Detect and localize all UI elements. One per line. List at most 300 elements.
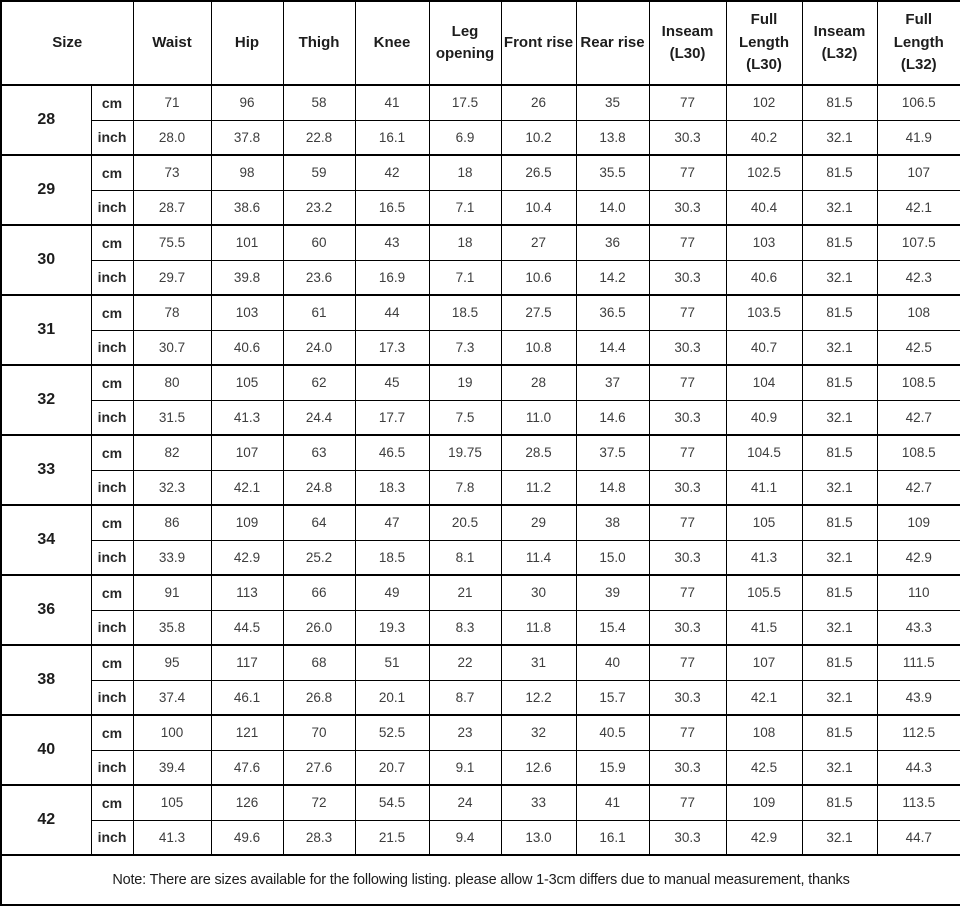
measurement-value: 33.9 (133, 540, 211, 575)
header-cell-inseam-l30: Inseam (L30) (649, 1, 726, 85)
measurement-value: 46.1 (211, 680, 283, 715)
measurement-value: 109 (211, 505, 283, 540)
measurement-value: 109 (877, 505, 960, 540)
measurement-value: 28.3 (283, 820, 355, 855)
measurement-value: 77 (649, 645, 726, 680)
measurement-value: 23 (429, 715, 501, 750)
unit-label-cm: cm (91, 155, 133, 190)
measurement-value: 17.7 (355, 400, 429, 435)
measurement-value: 11.4 (501, 540, 576, 575)
measurement-value: 32.1 (802, 820, 877, 855)
measurement-value: 19 (429, 365, 501, 400)
measurement-value: 24.0 (283, 330, 355, 365)
measurement-value: 13.0 (501, 820, 576, 855)
measurement-value: 17.5 (429, 85, 501, 120)
header-cell-inseam-l32: Inseam (L32) (802, 1, 877, 85)
measurement-value: 30.7 (133, 330, 211, 365)
measurement-value: 14.2 (576, 260, 649, 295)
unit-label-inch: inch (91, 820, 133, 855)
measurement-value: 26.5 (501, 155, 576, 190)
unit-label-inch: inch (91, 190, 133, 225)
size-row-inch (1, 470, 960, 505)
header-cell-full-length-l30: Full Length (L30) (726, 1, 802, 85)
measurement-value: 30.3 (649, 680, 726, 715)
measurement-value: 10.8 (501, 330, 576, 365)
header-cell-leg-opening: Leg opening (429, 1, 501, 85)
unit-label-cm: cm (91, 645, 133, 680)
measurement-value: 82 (133, 435, 211, 470)
size-label: 33 (1, 435, 91, 505)
measurement-value: 66 (283, 575, 355, 610)
size-row-cm (1, 645, 960, 680)
measurement-value: 27.6 (283, 750, 355, 785)
measurement-value: 96 (211, 85, 283, 120)
measurement-value: 28.7 (133, 190, 211, 225)
measurement-value: 117 (211, 645, 283, 680)
measurement-value: 35.8 (133, 610, 211, 645)
measurement-value: 7.1 (429, 260, 501, 295)
measurement-value: 29 (501, 505, 576, 540)
size-label: 36 (1, 575, 91, 645)
measurement-value: 60 (283, 225, 355, 260)
unit-label-inch: inch (91, 610, 133, 645)
measurement-value: 32.1 (802, 330, 877, 365)
measurement-value: 19.75 (429, 435, 501, 470)
measurement-value: 41 (355, 85, 429, 120)
measurement-value: 100 (133, 715, 211, 750)
measurement-value: 36 (576, 225, 649, 260)
header-cell-waist: Waist (133, 1, 211, 85)
size-row-cm (1, 505, 960, 540)
measurement-value: 39.4 (133, 750, 211, 785)
measurement-value: 81.5 (802, 295, 877, 330)
size-row-inch (1, 330, 960, 365)
size-row-cm (1, 295, 960, 330)
size-label: 31 (1, 295, 91, 365)
size-row-inch (1, 260, 960, 295)
measurement-value: 19.3 (355, 610, 429, 645)
measurement-value: 42.1 (877, 190, 960, 225)
header-cell-hip: Hip (211, 1, 283, 85)
measurement-value: 37.8 (211, 120, 283, 155)
measurement-value: 7.5 (429, 400, 501, 435)
header-cell-rear-rise: Rear rise (576, 1, 649, 85)
note-row (1, 855, 960, 905)
measurement-value: 108 (726, 715, 802, 750)
measurement-value: 111.5 (877, 645, 960, 680)
unit-label-inch: inch (91, 330, 133, 365)
measurement-value: 58 (283, 85, 355, 120)
measurement-value: 44.5 (211, 610, 283, 645)
measurement-value: 31.5 (133, 400, 211, 435)
size-row-inch (1, 750, 960, 785)
measurement-value: 105 (726, 505, 802, 540)
measurement-value: 43.3 (877, 610, 960, 645)
header-cell-size: Size (1, 1, 133, 85)
measurement-value: 38.6 (211, 190, 283, 225)
measurement-value: 30.3 (649, 470, 726, 505)
measurement-value: 30.3 (649, 540, 726, 575)
size-row-inch (1, 820, 960, 855)
measurement-value: 15.4 (576, 610, 649, 645)
measurement-value: 22 (429, 645, 501, 680)
measurement-value: 107 (726, 645, 802, 680)
size-row-inch (1, 610, 960, 645)
measurement-value: 22.8 (283, 120, 355, 155)
measurement-value: 13.8 (576, 120, 649, 155)
measurement-value: 61 (283, 295, 355, 330)
measurement-value: 42.5 (726, 750, 802, 785)
size-row-inch (1, 540, 960, 575)
measurement-value: 14.0 (576, 190, 649, 225)
measurement-value: 25.2 (283, 540, 355, 575)
measurement-value: 24.4 (283, 400, 355, 435)
unit-label-inch: inch (91, 750, 133, 785)
measurement-value: 103.5 (726, 295, 802, 330)
measurement-value: 77 (649, 225, 726, 260)
size-row-cm (1, 365, 960, 400)
measurement-value: 107.5 (877, 225, 960, 260)
measurement-value: 43 (355, 225, 429, 260)
measurement-value: 41 (576, 785, 649, 820)
measurement-value: 39 (576, 575, 649, 610)
measurement-value: 102.5 (726, 155, 802, 190)
measurement-value: 42 (355, 155, 429, 190)
measurement-value: 14.4 (576, 330, 649, 365)
measurement-value: 51 (355, 645, 429, 680)
measurement-value: 9.4 (429, 820, 501, 855)
measurement-value: 23.2 (283, 190, 355, 225)
measurement-value: 32 (501, 715, 576, 750)
measurement-value: 110 (877, 575, 960, 610)
measurement-value: 113.5 (877, 785, 960, 820)
measurement-value: 95 (133, 645, 211, 680)
unit-label-cm: cm (91, 505, 133, 540)
measurement-value: 16.5 (355, 190, 429, 225)
unit-label-cm: cm (91, 785, 133, 820)
measurement-value: 28 (501, 365, 576, 400)
measurement-value: 14.8 (576, 470, 649, 505)
size-row-inch (1, 680, 960, 715)
size-label: 38 (1, 645, 91, 715)
measurement-value: 81.5 (802, 85, 877, 120)
size-label: 40 (1, 715, 91, 785)
measurement-value: 38 (576, 505, 649, 540)
measurement-value: 30.3 (649, 190, 726, 225)
measurement-value: 77 (649, 155, 726, 190)
measurement-value: 37 (576, 365, 649, 400)
measurement-value: 16.9 (355, 260, 429, 295)
measurement-value: 30.3 (649, 400, 726, 435)
measurement-value: 77 (649, 575, 726, 610)
measurement-value: 107 (211, 435, 283, 470)
measurement-value: 31 (501, 645, 576, 680)
measurement-value: 59 (283, 155, 355, 190)
measurement-value: 41.3 (133, 820, 211, 855)
header-row (1, 1, 960, 85)
measurement-value: 30.3 (649, 750, 726, 785)
measurement-value: 32.3 (133, 470, 211, 505)
unit-label-cm: cm (91, 225, 133, 260)
measurement-value: 26.8 (283, 680, 355, 715)
measurement-value: 40.2 (726, 120, 802, 155)
measurement-value: 12.2 (501, 680, 576, 715)
measurement-value: 71 (133, 85, 211, 120)
measurement-value: 10.6 (501, 260, 576, 295)
measurement-value: 107 (877, 155, 960, 190)
measurement-value: 77 (649, 715, 726, 750)
size-chart-header (1, 1, 960, 85)
measurement-value: 41.3 (211, 400, 283, 435)
size-label: 42 (1, 785, 91, 855)
measurement-value: 81.5 (802, 785, 877, 820)
size-row-inch (1, 190, 960, 225)
measurement-value: 81.5 (802, 505, 877, 540)
measurement-value: 105 (211, 365, 283, 400)
measurement-value: 30.3 (649, 330, 726, 365)
measurement-value: 40.6 (726, 260, 802, 295)
measurement-value: 11.0 (501, 400, 576, 435)
measurement-value: 18.3 (355, 470, 429, 505)
measurement-value: 35 (576, 85, 649, 120)
measurement-value: 80 (133, 365, 211, 400)
size-row-inch (1, 120, 960, 155)
measurement-value: 21.5 (355, 820, 429, 855)
note-text: Note: There are sizes available for the following listing. please allow 1-3cm differs due to manual measurement, thanks (1, 855, 960, 905)
size-row-cm (1, 155, 960, 190)
unit-label-cm: cm (91, 295, 133, 330)
measurement-value: 32.1 (802, 680, 877, 715)
measurement-value: 72 (283, 785, 355, 820)
unit-label-cm: cm (91, 365, 133, 400)
measurement-value: 109 (726, 785, 802, 820)
unit-label-inch: inch (91, 120, 133, 155)
measurement-value: 46.5 (355, 435, 429, 470)
measurement-value: 15.0 (576, 540, 649, 575)
measurement-value: 41.5 (726, 610, 802, 645)
measurement-value: 77 (649, 505, 726, 540)
measurement-value: 98 (211, 155, 283, 190)
measurement-value: 104.5 (726, 435, 802, 470)
size-row-inch (1, 400, 960, 435)
measurement-value: 45 (355, 365, 429, 400)
unit-label-cm: cm (91, 575, 133, 610)
size-label: 28 (1, 85, 91, 155)
measurement-value: 42.9 (877, 540, 960, 575)
measurement-value: 81.5 (802, 645, 877, 680)
measurement-value: 10.2 (501, 120, 576, 155)
measurement-value: 26.0 (283, 610, 355, 645)
measurement-value: 17.3 (355, 330, 429, 365)
measurement-value: 108 (877, 295, 960, 330)
measurement-value: 43.9 (877, 680, 960, 715)
measurement-value: 37.4 (133, 680, 211, 715)
measurement-value: 77 (649, 785, 726, 820)
measurement-value: 6.9 (429, 120, 501, 155)
size-label: 34 (1, 505, 91, 575)
unit-label-cm: cm (91, 715, 133, 750)
measurement-value: 37.5 (576, 435, 649, 470)
measurement-value: 18 (429, 155, 501, 190)
measurement-value: 21 (429, 575, 501, 610)
header-cell-front-rise: Front rise (501, 1, 576, 85)
measurement-value: 108.5 (877, 435, 960, 470)
size-row-cm (1, 225, 960, 260)
measurement-value: 11.2 (501, 470, 576, 505)
measurement-value: 30.3 (649, 120, 726, 155)
measurement-value: 75.5 (133, 225, 211, 260)
size-row-cm (1, 435, 960, 470)
measurement-value: 77 (649, 365, 726, 400)
measurement-value: 40.6 (211, 330, 283, 365)
measurement-value: 20.1 (355, 680, 429, 715)
measurement-value: 32.1 (802, 120, 877, 155)
measurement-value: 28.5 (501, 435, 576, 470)
measurement-value: 77 (649, 295, 726, 330)
measurement-value: 36.5 (576, 295, 649, 330)
measurement-value: 7.8 (429, 470, 501, 505)
unit-label-cm: cm (91, 85, 133, 120)
size-label: 30 (1, 225, 91, 295)
measurement-value: 35.5 (576, 155, 649, 190)
measurement-value: 103 (211, 295, 283, 330)
measurement-value: 102 (726, 85, 802, 120)
measurement-value: 12.6 (501, 750, 576, 785)
measurement-value: 39.8 (211, 260, 283, 295)
measurement-value: 62 (283, 365, 355, 400)
measurement-value: 32.1 (802, 260, 877, 295)
measurement-value: 32.1 (802, 470, 877, 505)
measurement-value: 41.9 (877, 120, 960, 155)
measurement-value: 16.1 (355, 120, 429, 155)
measurement-value: 81.5 (802, 435, 877, 470)
measurement-value: 105.5 (726, 575, 802, 610)
measurement-value: 44.3 (877, 750, 960, 785)
measurement-value: 26 (501, 85, 576, 120)
measurement-value: 42.3 (877, 260, 960, 295)
measurement-value: 121 (211, 715, 283, 750)
measurement-value: 16.1 (576, 820, 649, 855)
unit-label-inch: inch (91, 680, 133, 715)
measurement-value: 11.8 (501, 610, 576, 645)
measurement-value: 33 (501, 785, 576, 820)
size-label: 29 (1, 155, 91, 225)
measurement-value: 47 (355, 505, 429, 540)
measurement-value: 40.7 (726, 330, 802, 365)
measurement-value: 42.9 (211, 540, 283, 575)
measurement-value: 49 (355, 575, 429, 610)
size-row-cm (1, 85, 960, 120)
measurement-value: 91 (133, 575, 211, 610)
measurement-value: 32.1 (802, 190, 877, 225)
measurement-value: 24 (429, 785, 501, 820)
header-cell-thigh: Thigh (283, 1, 355, 85)
unit-label-cm: cm (91, 435, 133, 470)
size-row-cm (1, 715, 960, 750)
size-label: 32 (1, 365, 91, 435)
measurement-value: 32.1 (802, 750, 877, 785)
unit-label-inch: inch (91, 400, 133, 435)
measurement-value: 81.5 (802, 365, 877, 400)
measurement-value: 81.5 (802, 715, 877, 750)
measurement-value: 23.6 (283, 260, 355, 295)
measurement-value: 101 (211, 225, 283, 260)
measurement-value: 104 (726, 365, 802, 400)
measurement-value: 113 (211, 575, 283, 610)
measurement-value: 81.5 (802, 575, 877, 610)
note-section (1, 855, 960, 905)
measurement-value: 105 (133, 785, 211, 820)
measurement-value: 81.5 (802, 155, 877, 190)
measurement-value: 41.1 (726, 470, 802, 505)
header-cell-knee: Knee (355, 1, 429, 85)
measurement-value: 32.1 (802, 610, 877, 645)
measurement-value: 41.3 (726, 540, 802, 575)
measurement-value: 81.5 (802, 225, 877, 260)
measurement-value: 8.3 (429, 610, 501, 645)
measurement-value: 27 (501, 225, 576, 260)
measurement-value: 18 (429, 225, 501, 260)
measurement-value: 18.5 (355, 540, 429, 575)
measurement-value: 10.4 (501, 190, 576, 225)
measurement-value: 70 (283, 715, 355, 750)
unit-label-inch: inch (91, 260, 133, 295)
measurement-value: 44 (355, 295, 429, 330)
measurement-value: 40.9 (726, 400, 802, 435)
measurement-value: 68 (283, 645, 355, 680)
measurement-value: 20.5 (429, 505, 501, 540)
measurement-value: 42.7 (877, 400, 960, 435)
header-cell-full-length-l32: Full Length (L32) (877, 1, 960, 85)
measurement-value: 32.1 (802, 400, 877, 435)
unit-label-inch: inch (91, 540, 133, 575)
measurement-value: 77 (649, 435, 726, 470)
measurement-value: 42.1 (726, 680, 802, 715)
measurement-value: 30.3 (649, 610, 726, 645)
measurement-value: 27.5 (501, 295, 576, 330)
measurement-value: 8.7 (429, 680, 501, 715)
measurement-value: 49.6 (211, 820, 283, 855)
measurement-value: 15.9 (576, 750, 649, 785)
measurement-value: 29.7 (133, 260, 211, 295)
measurement-value: 30 (501, 575, 576, 610)
measurement-value: 73 (133, 155, 211, 190)
size-table-body (1, 85, 960, 855)
measurement-value: 63 (283, 435, 355, 470)
measurement-value: 42.5 (877, 330, 960, 365)
measurement-value: 44.7 (877, 820, 960, 855)
measurement-value: 78 (133, 295, 211, 330)
measurement-value: 42.7 (877, 470, 960, 505)
measurement-value: 126 (211, 785, 283, 820)
measurement-value: 14.6 (576, 400, 649, 435)
measurement-value: 20.7 (355, 750, 429, 785)
measurement-value: 28.0 (133, 120, 211, 155)
measurement-value: 7.1 (429, 190, 501, 225)
measurement-value: 24.8 (283, 470, 355, 505)
measurement-value: 9.1 (429, 750, 501, 785)
size-row-cm (1, 785, 960, 820)
measurement-value: 86 (133, 505, 211, 540)
measurement-value: 103 (726, 225, 802, 260)
size-row-cm (1, 575, 960, 610)
measurement-value: 32.1 (802, 540, 877, 575)
measurement-value: 40.5 (576, 715, 649, 750)
measurement-value: 18.5 (429, 295, 501, 330)
measurement-value: 52.5 (355, 715, 429, 750)
measurement-value: 42.9 (726, 820, 802, 855)
measurement-value: 108.5 (877, 365, 960, 400)
